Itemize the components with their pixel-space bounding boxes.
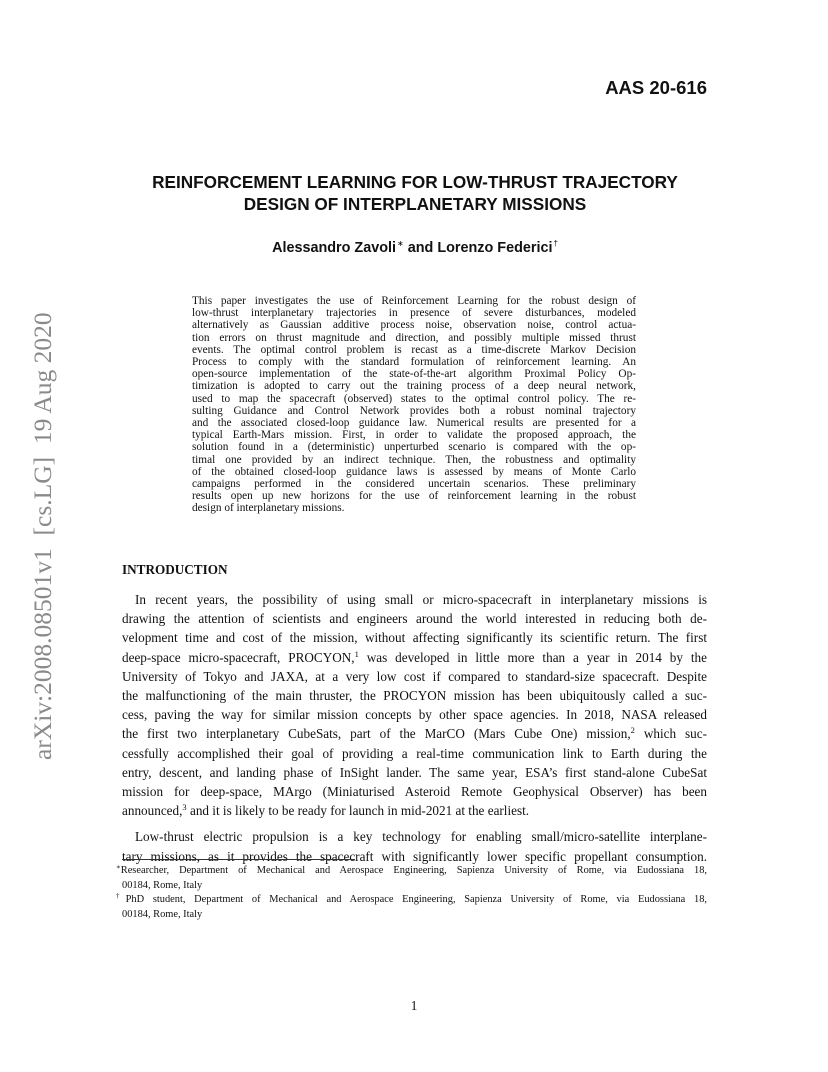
footnote-line: 00184, Rome, Italy — [122, 879, 203, 891]
author-name-1: Alessandro Zavoli — [272, 240, 397, 256]
abstract-line: tion errors on thrust magnitude and direction, and possibly multiple missed thrust — [192, 331, 636, 344]
abstract-line: This paper investigates the use of Reinforcement Learning for the robust design of — [192, 295, 636, 307]
body-text-span: announced, — [122, 803, 183, 819]
footnote-mark: † — [116, 892, 126, 901]
abstract-line: open-source implementation of the state-of-the-art algorithm Proximal Policy Op- — [192, 368, 636, 381]
author-1-footnote-mark: ∗ — [397, 239, 404, 248]
body-text-span: the first two interplanetary CubeSats, part of the MarCO (Mars Cube One) mission, — [122, 726, 631, 742]
body-line: mission for deep-space, MArgo (Miniaturised Asteroid Remote Geophysical Observer) has been — [122, 784, 707, 800]
abstract-line: and the associated closed-loop guidance law. Numerical results are presented for a — [192, 417, 636, 430]
abstract-line: campaigns performed in the considered uncertain scenarios. These preliminary — [192, 478, 636, 491]
abstract-line: low-thrust interplanetary trajectories in presence of severe disturbances, modeled — [192, 307, 636, 320]
body-line: drawing the attention of scientists and engineers around the world interested in reducing both de- — [122, 611, 707, 627]
abstract-line: sulting Guidance and Control Network provides both a robust nominal trajectory — [192, 404, 636, 417]
body-text-span: which suc- — [634, 726, 707, 742]
abstract-line: of the obtained closed-loop guidance laws is assessed by means of Monte Carlo — [192, 465, 636, 478]
section-heading-introduction: INTRODUCTION — [122, 562, 228, 577]
abstract-line: events. The optimal control problem is recast as a time-discrete Markov Decision — [192, 343, 636, 356]
paragraph-2 — [122, 827, 707, 865]
footnote-text: Researcher, Department of Mechanical and Aerospace Engineering, Sapienza University of Rome, via Eudossiana 18, — [120, 865, 707, 876]
body-line: tary missions, as it provides the spacecraft with significantly lower specific propellant consumption. — [122, 848, 707, 864]
abstract-line: solution found in a (deterministic) unperturbed scenario is compared with the op- — [192, 441, 636, 454]
arxiv-identifier-stamp: arXiv:2008.08501v1 [cs.LG] 19 Aug 2020 — [28, 312, 57, 760]
abstract — [192, 295, 636, 515]
abstract-line: design of interplanetary missions. — [192, 502, 345, 515]
body-line — [122, 801, 707, 820]
paragraph-1 — [122, 590, 707, 820]
body-text-span: and it is likely to be ready for launch in mid-2021 at the earliest. — [186, 803, 530, 819]
footnotes — [116, 864, 707, 922]
abstract-line: timization is adopted to carry out the training process of a deep neural network, — [192, 380, 636, 393]
body-text-span: deep-space micro-spacecraft, PROCYON, — [122, 649, 355, 665]
footnote-1 — [116, 864, 707, 893]
body-line: cess, paving the way for similar mission concepts by other space agencies. In 2018, NASA released — [122, 707, 707, 723]
body-line: cessfully accomplished their goal of providing a real-time communication link to Earth during the — [122, 745, 707, 761]
footnote-line — [116, 864, 707, 879]
abstract-line: timal one provided by an indirect technique. Then, the robustness and optimality — [192, 453, 636, 466]
introduction-body — [122, 590, 707, 866]
abstract-line: alternatively as Gaussian additive process noise, observation noise, control actua- — [192, 319, 636, 332]
citation-ref: 3 — [182, 802, 187, 813]
paper-title-line-2: DESIGN OF INTERPLANETARY MISSIONS — [243, 194, 587, 214]
footnote-text: PhD student, Department of Mechanical and Aerospace Engineering, Sapienza University of Rome, via Eudossiana 18, — [125, 894, 707, 906]
author-name-2: Lorenzo Federici — [437, 240, 553, 256]
body-line — [122, 724, 707, 743]
abstract-line: results open up new horizons for the use of reinforcement learning in the robust — [192, 490, 636, 503]
citation-ref: 1 — [354, 648, 359, 659]
citation-ref: 2 — [630, 725, 635, 736]
footnote-line: 00184, Rome, Italy — [122, 908, 203, 920]
paper-title — [110, 171, 720, 215]
abstract-line: used to map the spacecraft (observed) states to the optimal control policy. The re- — [192, 392, 636, 405]
body-line: velopment time and cost of the mission, without affecting significantly its scientific return. The first — [122, 630, 707, 646]
body-text-span: was developed in little more than a year in 2014 by the — [358, 649, 707, 665]
report-number: AAS 20-616 — [605, 77, 707, 98]
footnote-mark: ∗ — [116, 863, 121, 871]
footnote-line — [116, 893, 707, 908]
paper-title-line-1: REINFORCEMENT LEARNING FOR LOW-THRUST TRAJECTORY — [152, 172, 678, 192]
body-line: the malfunctioning of the main thruster, the PROCYON mission has been ubiquitously called a suc- — [122, 688, 707, 704]
abstract-line: Process to comply with the standard formulation of reinforcement learning. An — [192, 356, 636, 369]
author-list — [110, 239, 720, 256]
body-line — [122, 648, 707, 667]
footnote-divider — [122, 859, 355, 860]
body-line: entry, descent, and landing phase of InSight lander. The same year, ESA’s first stand-alone CubeSat — [122, 764, 707, 780]
body-line: Low-thrust electric propulsion is a key technology for enabling small/micro-satellite interplane- — [135, 829, 707, 845]
abstract-line: typical Earth-Mars mission. First, in order to validate the proposed approach, the — [192, 429, 636, 442]
author-2-footnote-mark: † — [553, 239, 558, 248]
footnote-2 — [116, 893, 707, 922]
page-number: 1 — [410, 998, 418, 1013]
body-line: University of Tokyo and JAXA, at a very low cost if compared to standard-size spacecraft. Despite — [122, 668, 707, 684]
body-line: In recent years, the possibility of using small or micro-spacecraft in interplanetary missions is — [135, 592, 707, 607]
author-connector: and — [403, 240, 438, 256]
